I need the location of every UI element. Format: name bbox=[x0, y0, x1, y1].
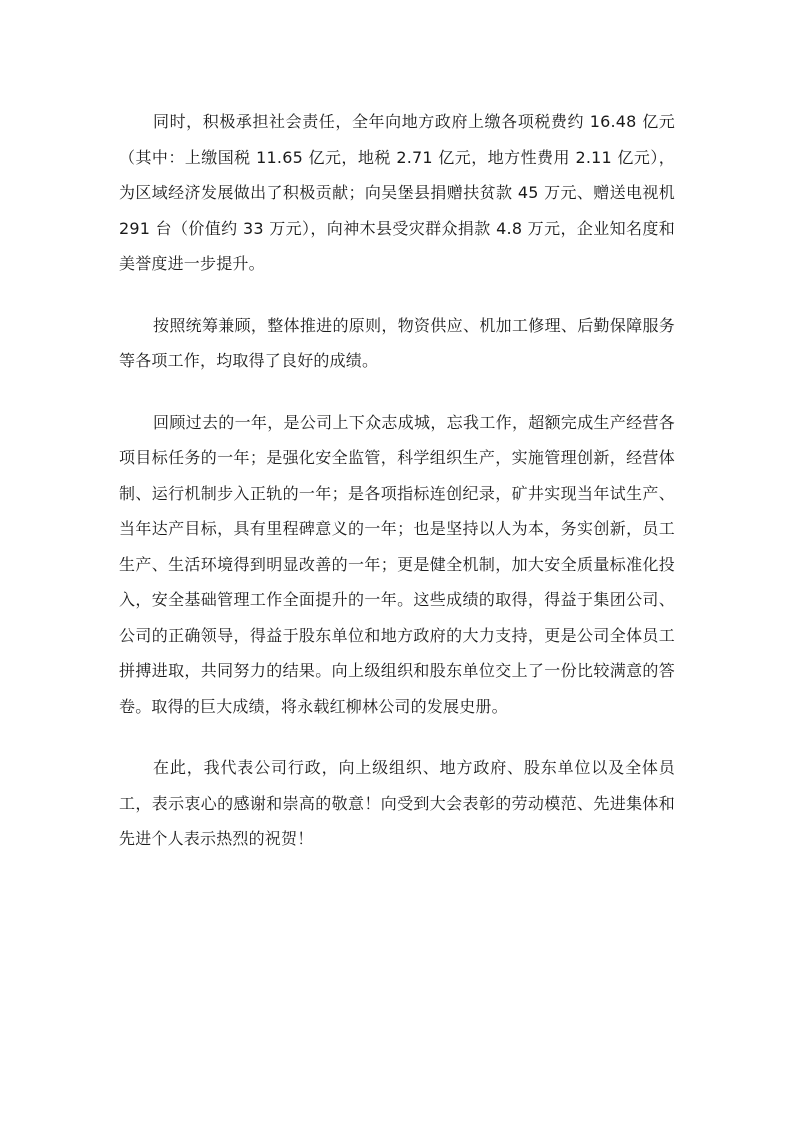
document-body bbox=[119, 104, 675, 883]
paragraph-year-review: 回顾过去的一年，是公司上下众志成城，忘我工作，超额完成生产经营各项目标任务的一年；是强化安全监管，科学组织生产，实施管理创新，经营体制、运行机制步入正轨的一年；是各项指标连创纪录，矿井实现当年试生产、当年达产目标，具有里程碑意义的一年；也是坚持以人为本，务实创新，员工生产、生活环境得到明显改善的一年；更是健全机制，加大安全质量标准化投入，安全基础管理工作全面提升的一年。这些成绩的取得，得益于集团公司、公司的正确领导，得益于股东单位和地方政府的大力支持，更是公司全体员工拼搏进取，共同努力的结果。向上级组织和股东单位交上了一份比较满意的答卷。取得的巨大成绩，将永载红柳林公司的发展史册。 bbox=[119, 412, 675, 716]
paragraph-thanks: 在此，我代表公司行政，向上级组织、地方政府、股东单位以及全体员工，表示衷心的感谢和崇高的敬意！向受到大会表彰的劳动模范、先进集体和先进个人表示热烈的祝贺！ bbox=[119, 758, 675, 848]
paragraph-overall-progress: 按照统筹兼顾，整体推进的原则，物资供应、机加工修理、后勤保障服务等各项工作，均取得了良好的成绩。 bbox=[119, 315, 675, 370]
paragraph-social-responsibility: 同时，积极承担社会责任，全年向地方政府上缴各项税费约 16.48 亿元（其中：上缴国税 11.65 亿元，地税 2.71 亿元，地方性费用 2.11 亿元），为区域经济发展做出了积极贡献；向吴堡县捐赠扶贫款 45 万元、赠送电视机 291 台（价值约 33 万元），向神木县受灾群众捐款 4.8 万元，企业知名度和美誉度进一步提升。 bbox=[119, 112, 675, 273]
